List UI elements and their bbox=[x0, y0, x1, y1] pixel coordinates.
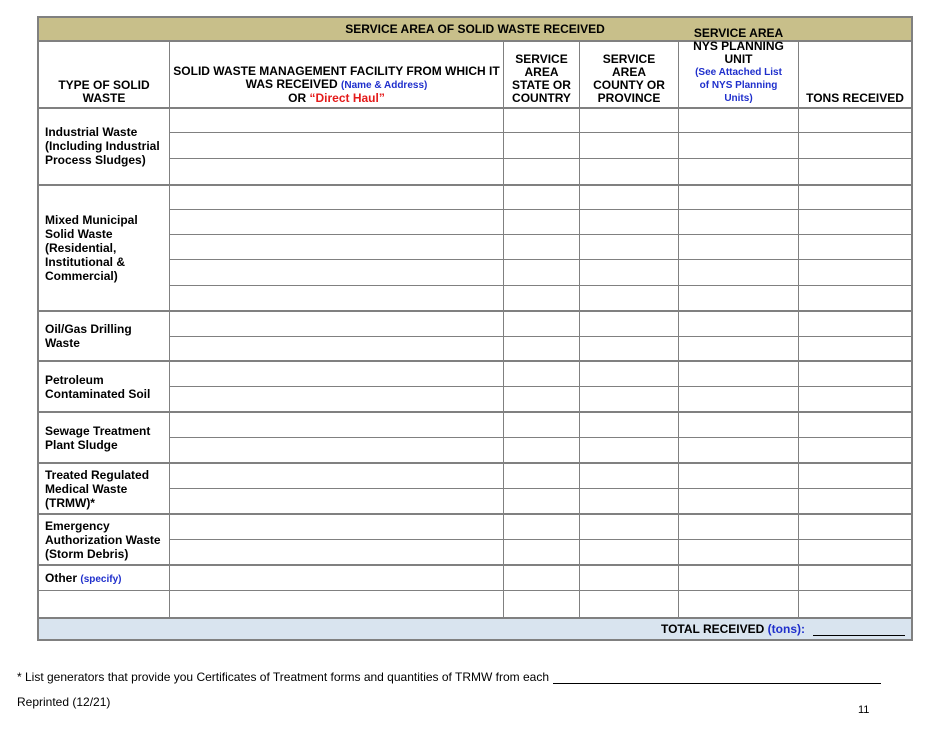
footnote-input-line[interactable] bbox=[553, 671, 881, 684]
row-line bbox=[170, 132, 911, 133]
header-tons bbox=[799, 42, 911, 108]
category-other bbox=[45, 571, 167, 587]
header-direct-haul: “Direct Haul” bbox=[309, 91, 385, 105]
grid-line bbox=[169, 42, 170, 617]
header-county-text: SERVICE AREA COUNTY OR PROVINCE bbox=[593, 52, 665, 105]
header-facility-text bbox=[170, 65, 503, 92]
grid-line bbox=[579, 42, 580, 617]
category-emergency-waste: Emergency Authorization Waste (Storm Debris) bbox=[45, 519, 161, 561]
group-divider bbox=[39, 360, 911, 362]
group-divider bbox=[39, 411, 911, 413]
row-line bbox=[170, 539, 911, 540]
header-facility bbox=[170, 42, 503, 108]
trmw-footnote bbox=[17, 670, 881, 684]
header-county bbox=[580, 42, 678, 108]
total-label: TOTAL RECEIVED bbox=[660, 622, 765, 636]
category-sewage-sludge: Sewage Treatment Plant Sludge bbox=[45, 424, 151, 452]
header-facility-line: SOLID WASTE MANAGEMENT FACILITY FROM WHICH IT WAS RECEIVED bbox=[173, 64, 500, 91]
category-mixed-municipal: Mixed Municipal Solid Waste (Residential, Institutional & Commercial) bbox=[45, 213, 138, 283]
group-divider bbox=[39, 564, 911, 566]
row-line bbox=[170, 234, 911, 235]
group-divider bbox=[39, 184, 911, 186]
grid-line bbox=[678, 42, 679, 617]
grid-line bbox=[798, 42, 799, 617]
grid-line bbox=[503, 42, 504, 617]
row-line bbox=[170, 336, 911, 337]
row-line bbox=[39, 590, 911, 591]
row-line bbox=[170, 386, 911, 387]
row-line bbox=[170, 285, 911, 286]
category-other-note: (specify) bbox=[80, 574, 122, 585]
header-facility-or-line bbox=[288, 92, 385, 105]
table-title: SERVICE AREA OF SOLID WASTE RECEIVED bbox=[39, 18, 911, 42]
total-input-line[interactable] bbox=[813, 623, 905, 636]
row-line bbox=[170, 209, 911, 210]
category-trmw: Treated Regulated Medical Waste (TRMW)* bbox=[45, 468, 150, 510]
header-tons-text: TONS RECEIVED bbox=[806, 91, 904, 105]
header-nys bbox=[679, 26, 798, 108]
header-facility-or: OR bbox=[288, 91, 307, 105]
header-divider bbox=[39, 107, 911, 109]
header-nys-note: (See Attached List of NYS Planning Units) bbox=[695, 67, 782, 104]
total-unit: (tons): bbox=[767, 622, 805, 636]
row-line bbox=[170, 488, 911, 489]
service-area-table bbox=[37, 16, 913, 641]
header-type bbox=[39, 42, 169, 108]
header-nys-text: SERVICE AREA NYS PLANNING UNIT bbox=[693, 26, 784, 66]
category-other-label: Other bbox=[45, 571, 78, 585]
header-state-text: SERVICE AREA STATE OR COUNTRY bbox=[512, 52, 571, 105]
header-state bbox=[504, 42, 579, 108]
reprinted-date: Reprinted (12/21) bbox=[17, 695, 111, 709]
header-facility-note: (Name & Address) bbox=[341, 80, 428, 91]
total-received-row bbox=[39, 617, 911, 639]
category-oil-gas: Oil/Gas Drilling Waste bbox=[45, 322, 132, 350]
group-divider bbox=[39, 462, 911, 464]
row-line bbox=[170, 259, 911, 260]
category-petroleum-soil: Petroleum Contaminated Soil bbox=[45, 373, 151, 401]
group-divider bbox=[39, 513, 911, 515]
row-line bbox=[170, 158, 911, 159]
category-industrial-waste: Industrial Waste (Including Industrial Process Sludges) bbox=[45, 125, 160, 167]
header-type-text: TYPE OF SOLID WASTE bbox=[58, 78, 150, 105]
row-line bbox=[170, 437, 911, 438]
page-number: 11 bbox=[858, 704, 870, 716]
group-divider bbox=[39, 310, 911, 312]
footnote-text: * List generators that provide you Certificates of Treatment forms and quantities of TRMW from each bbox=[17, 670, 550, 684]
